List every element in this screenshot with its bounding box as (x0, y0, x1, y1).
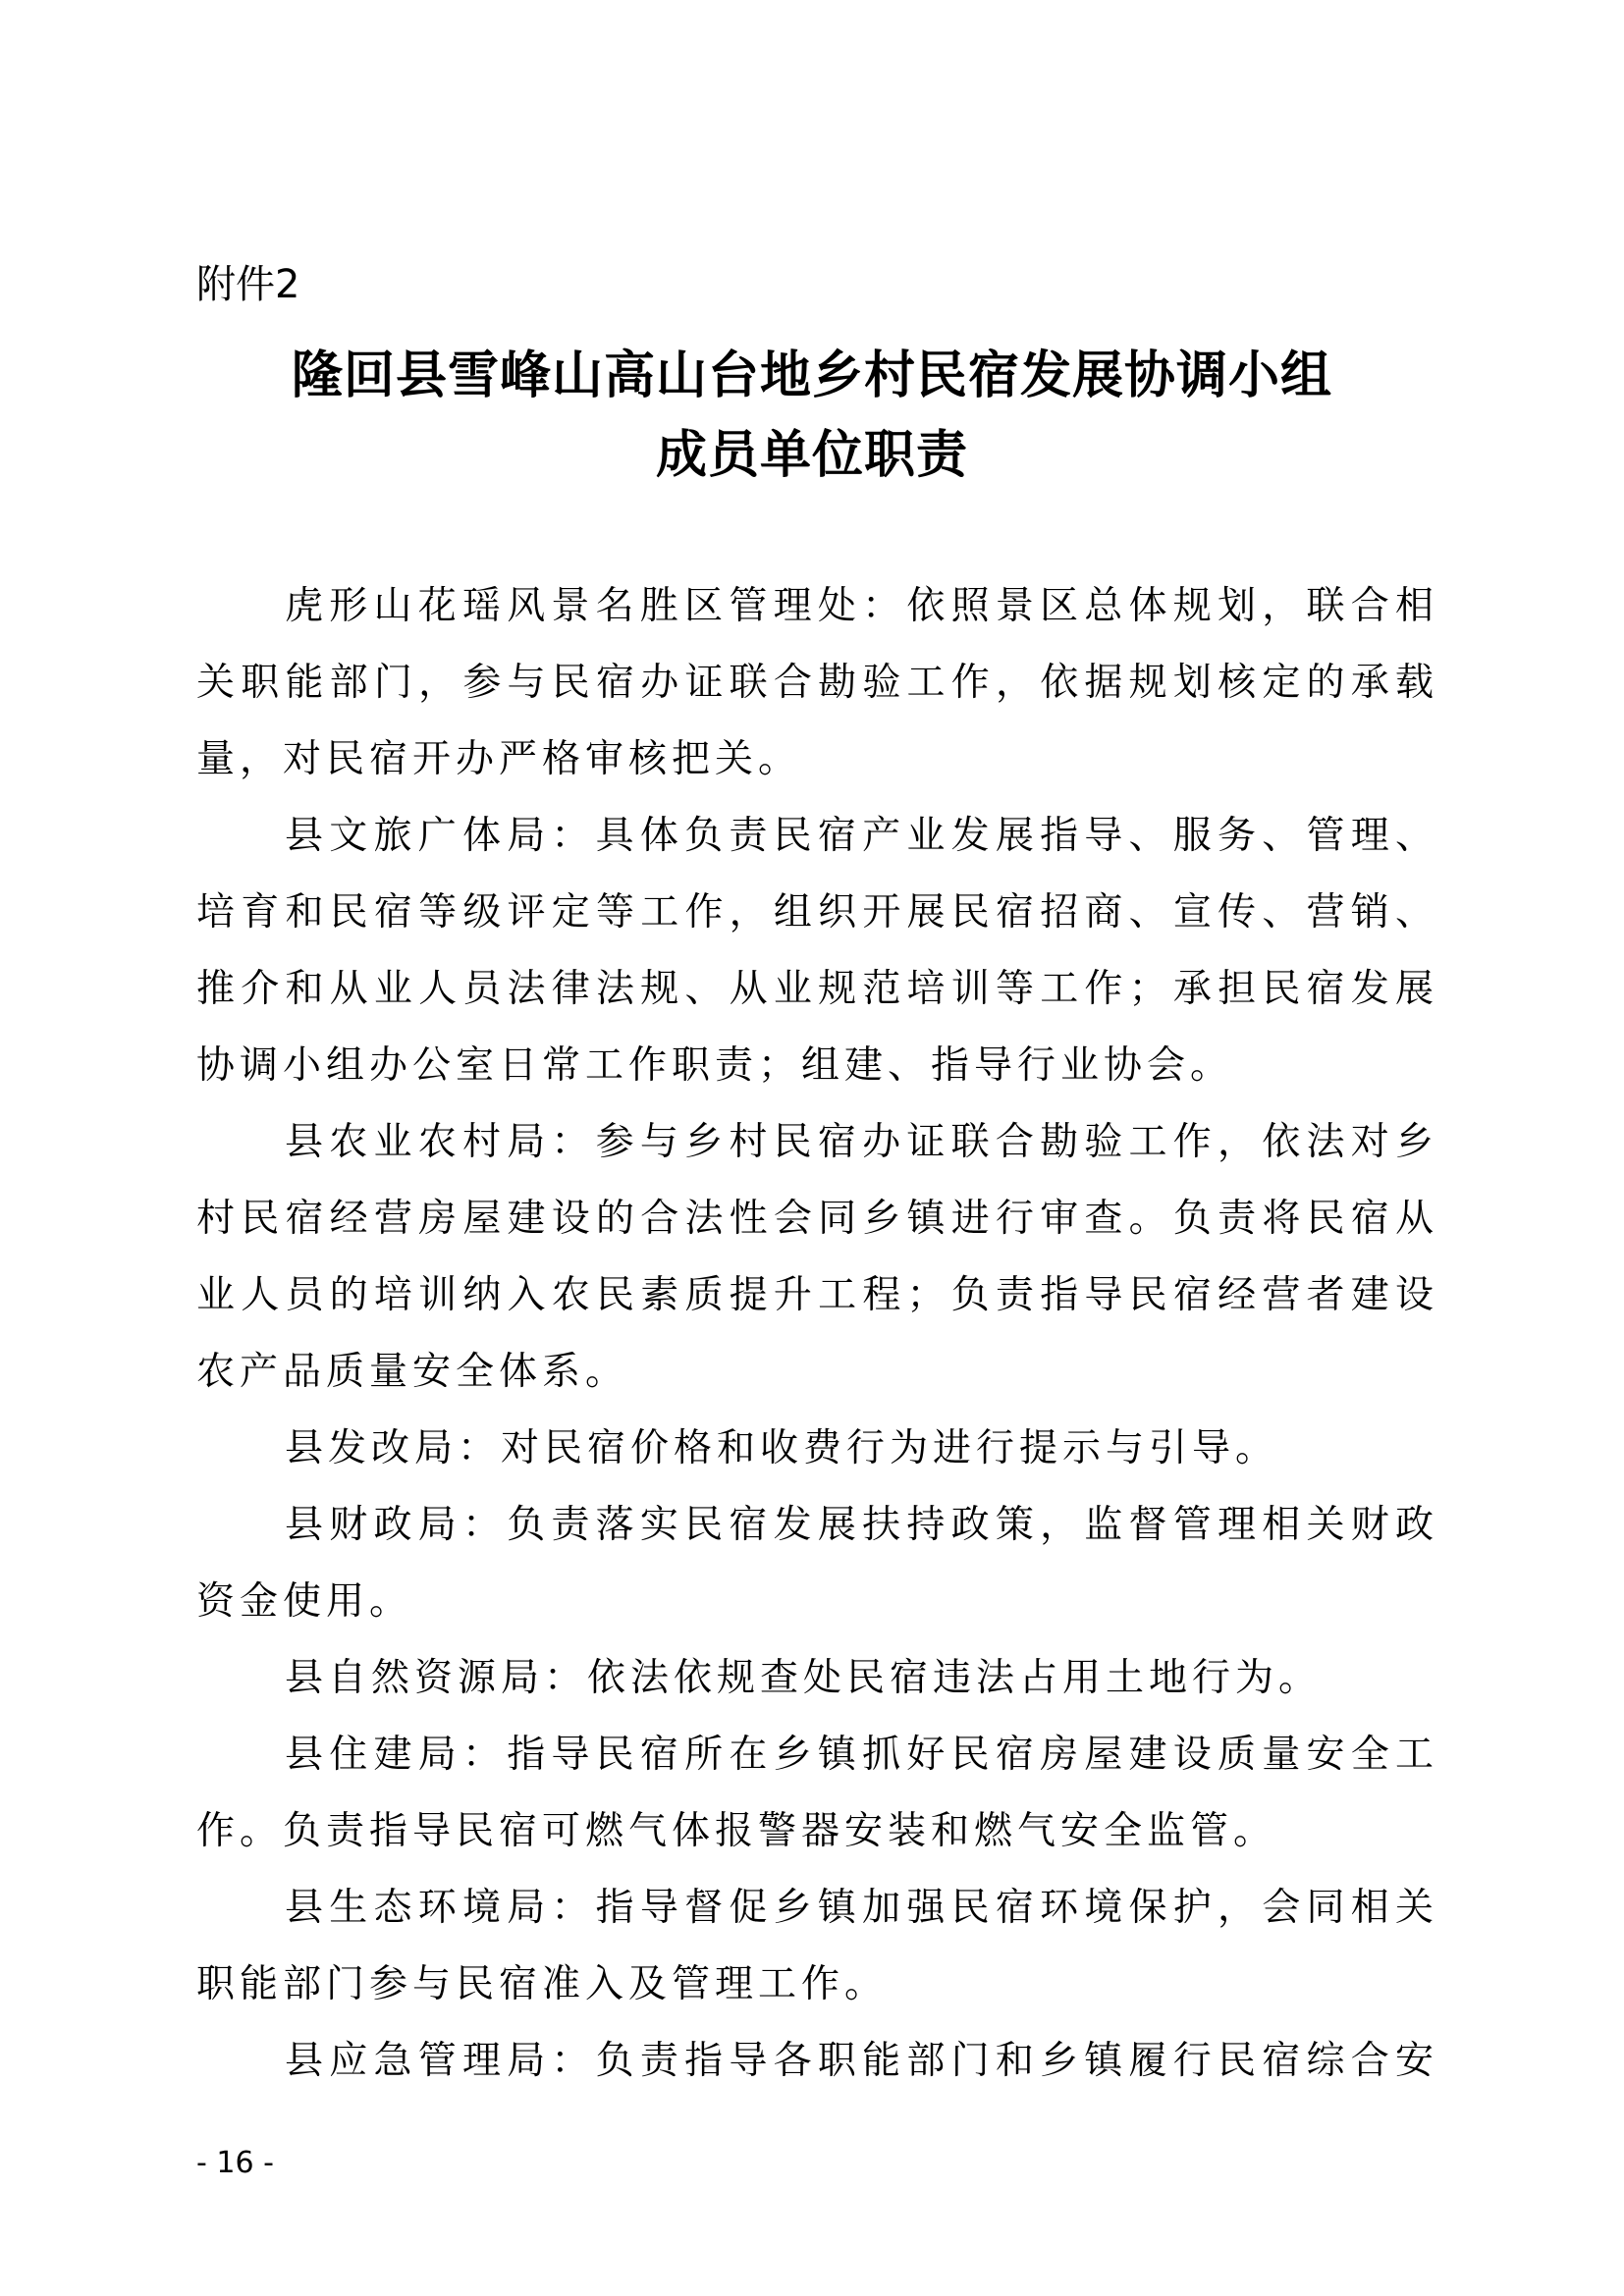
document-title-line-2: 成员单位职责 (655, 425, 968, 485)
document-title-line-1: 隆回县雪峰山高山台地乡村民宿发展协调小组 (291, 346, 1332, 405)
page-number: - 16 - (196, 2146, 274, 2180)
paragraph-line: 协调小组办公室日常工作职责；组建、指导行业协会。 (196, 1043, 1234, 1088)
paragraph-line: 资金使用。 (196, 1579, 413, 1624)
paragraph-line: 推介和从业人员法律法规、从业规范培训等工作；承担民宿发展 (196, 967, 1438, 1011)
paragraph-line: 职能部门参与民宿准入及管理工作。 (196, 1962, 889, 2006)
paragraph-line: 县住建局：指导民宿所在乡镇抓好民宿房屋建设质量安全工 (285, 1733, 1438, 1777)
paragraph-line: 县财政局：负责落实民宿发展扶持政策，监督管理相关财政 (285, 1503, 1438, 1547)
paragraph-line: 县自然资源局：依法依规查处民宿违法占用土地行为。 (285, 1656, 1323, 1700)
paragraph-line: 作。负责指导民宿可燃气体报警器安装和燃气安全监管。 (196, 1809, 1277, 1853)
paragraph-line: 县文旅广体局：具体负责民宿产业发展指导、服务、管理、 (285, 814, 1438, 858)
paragraph-line: 虎形山花瑶风景名胜区管理处：依照景区总体规划，联合相 (285, 584, 1438, 628)
paragraph-line: 县生态环境局：指导督促乡镇加强民宿环境保护，会同相关 (285, 1886, 1438, 1930)
paragraph-line: 县发改局：对民宿价格和收费行为进行提示与引导。 (285, 1426, 1279, 1470)
paragraph-line: 培育和民宿等级评定等工作，组织开展民宿招商、宣传、营销、 (196, 890, 1438, 934)
paragraph-line: 关职能部门，参与民宿办证联合勘验工作，依据规划核定的承载 (196, 661, 1438, 705)
paragraph-line: 业人员的培训纳入农民素质提升工程；负责指导民宿经营者建设 (196, 1273, 1438, 1317)
paragraph-line: 县农业农村局：参与乡村民宿办证联合勘验工作，依法对乡 (285, 1120, 1438, 1164)
paragraph-line: 农产品质量安全体系。 (196, 1350, 629, 1394)
paragraph-line: 县应急管理局：负责指导各职能部门和乡镇履行民宿综合安 (285, 2039, 1438, 2083)
paragraph-line: 量，对民宿开办严格审核把关。 (196, 737, 802, 781)
paragraph-line: 村民宿经营房屋建设的合法性会同乡镇进行审查。负责将民宿从 (196, 1197, 1438, 1241)
attachment-label: 附件2 (196, 262, 300, 307)
